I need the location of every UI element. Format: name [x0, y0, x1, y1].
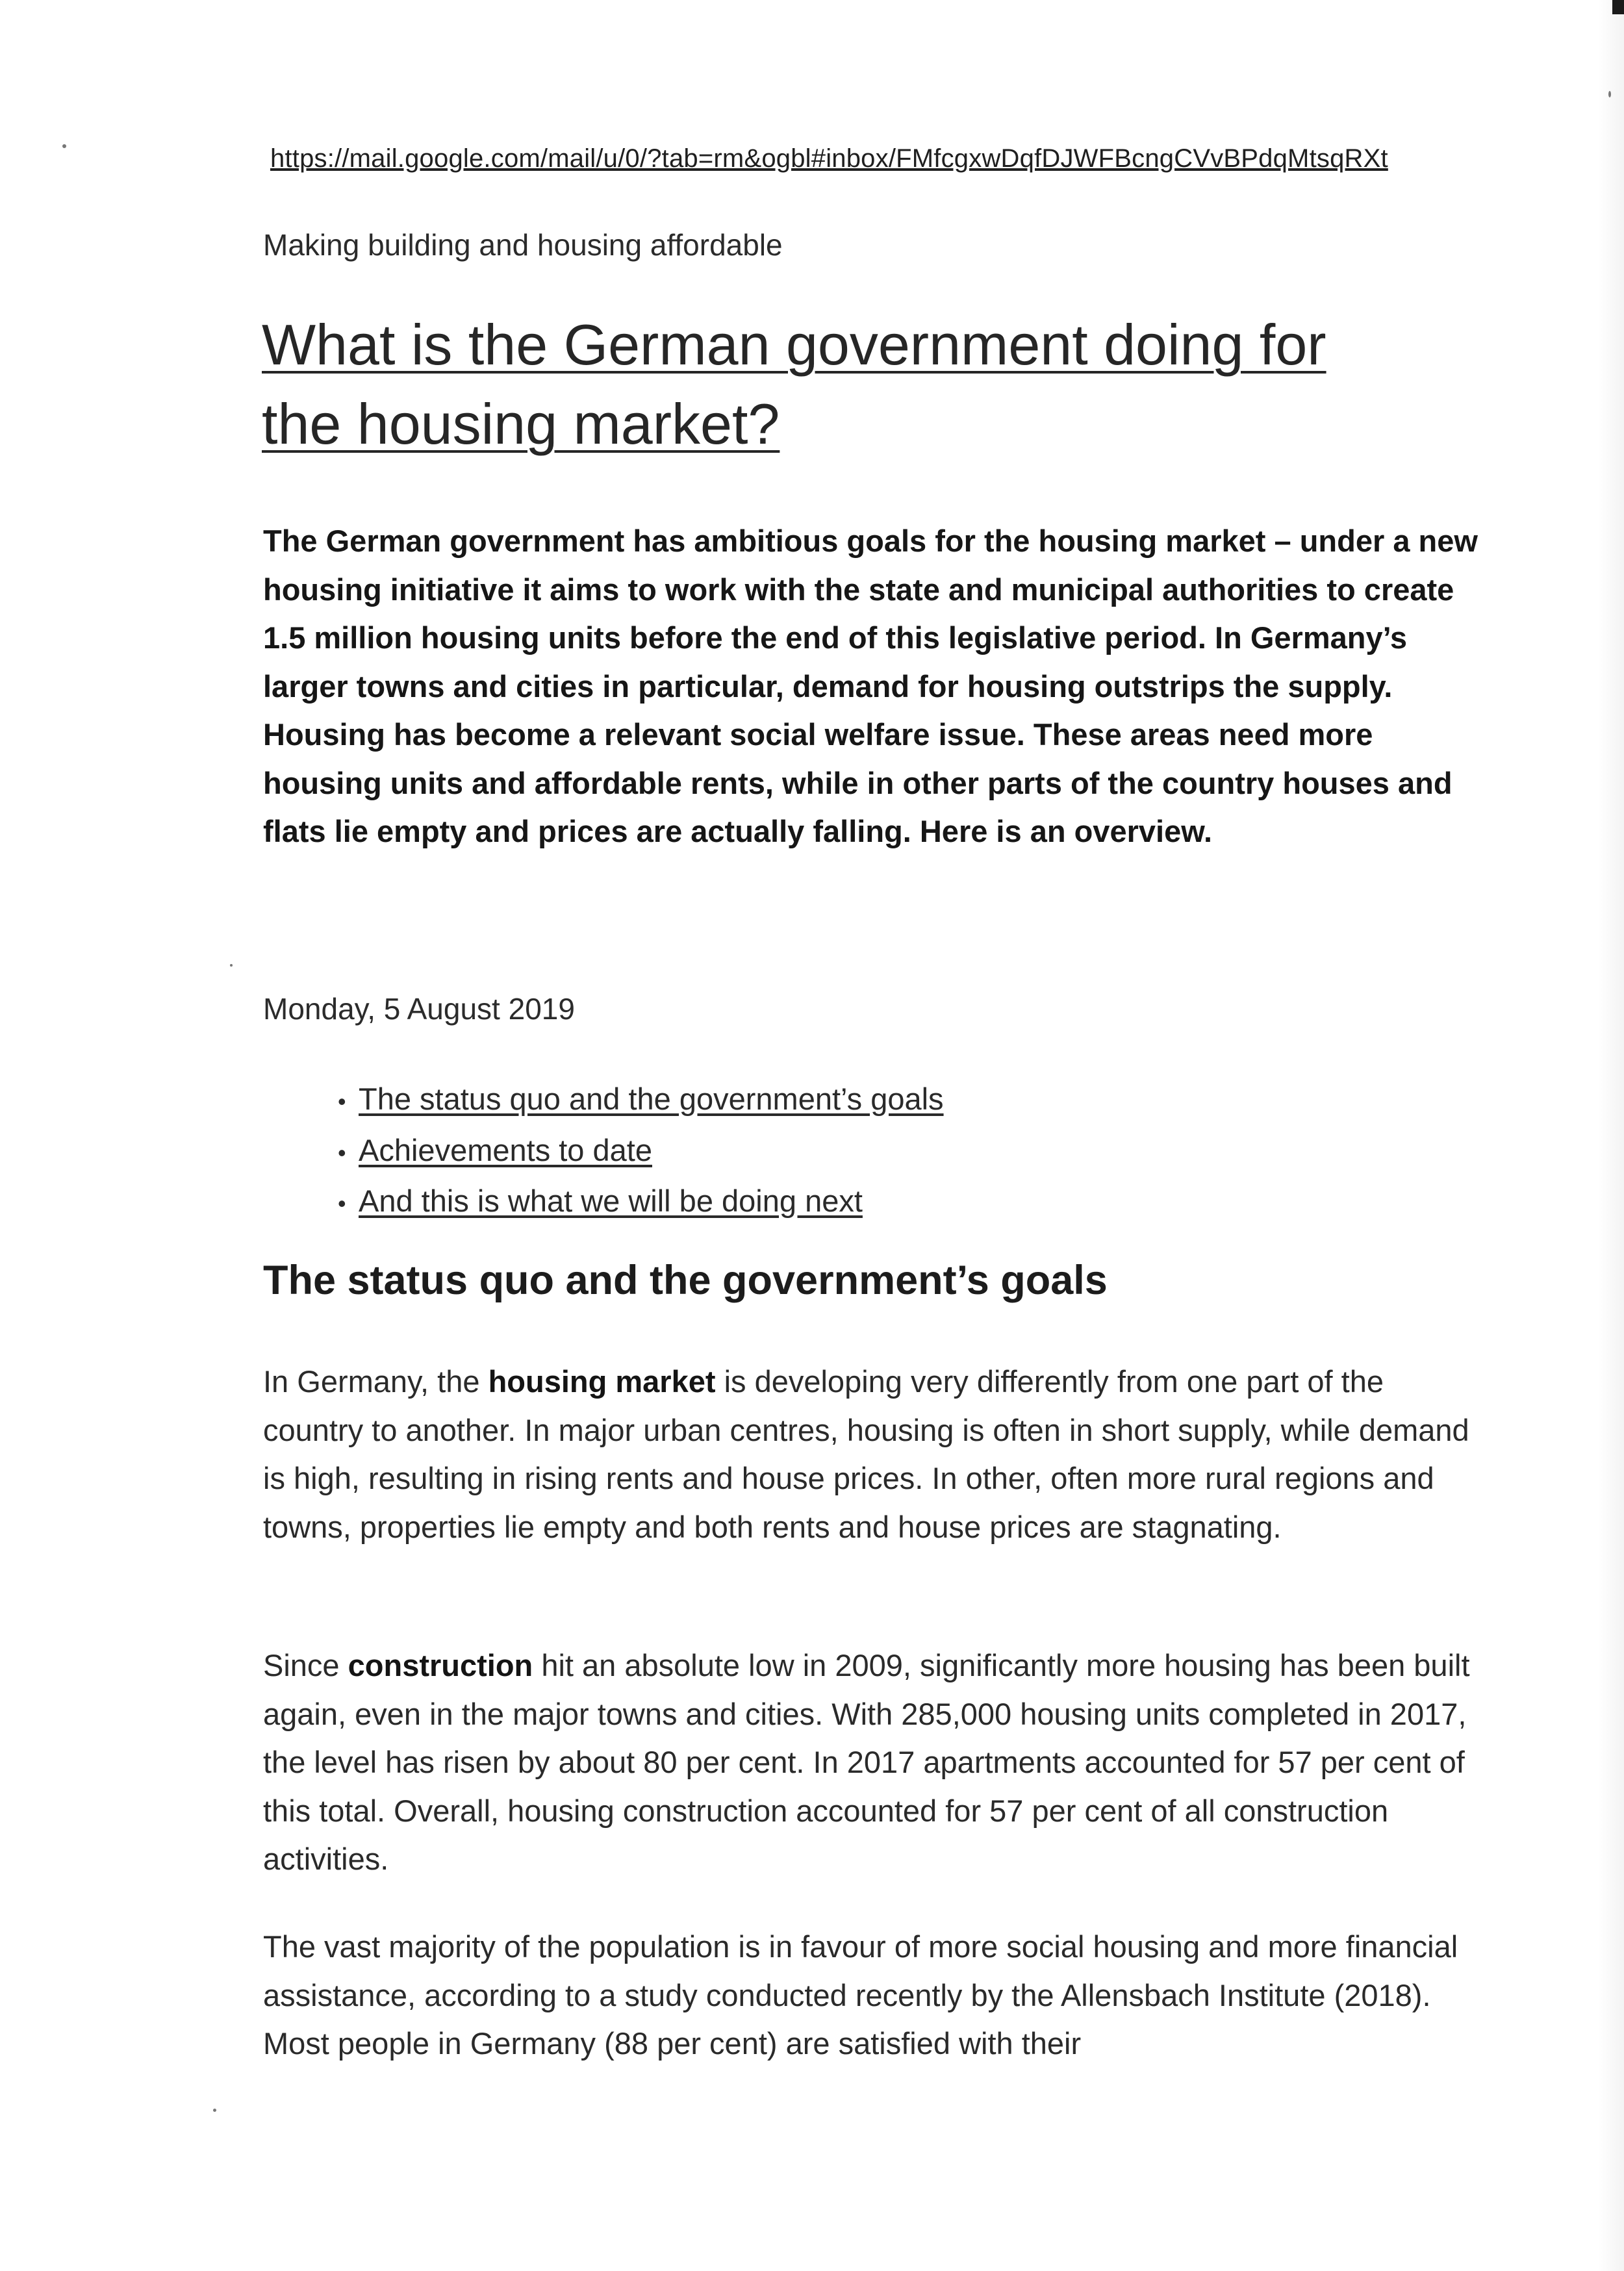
bullet-icon: •	[338, 1139, 346, 1166]
toc-link-next-steps[interactable]: And this is what we will be doing next	[359, 1184, 863, 1218]
paragraph-text: Since	[263, 1648, 348, 1682]
scan-speck	[230, 964, 233, 967]
paragraph-text: In Germany, the	[263, 1364, 488, 1399]
paragraph-bold-term: housing market	[488, 1364, 716, 1399]
toc-item	[338, 1126, 944, 1178]
body-paragraph-population: The vast majority of the population is in favour of more social housing and more financial assistance, according to a study conducted recently by the Allensbach Institute (2018). Most people in Germany (88 per cent) are satisfied with their	[263, 1929, 1458, 2061]
scan-speck	[62, 144, 66, 148]
article-title	[262, 305, 1496, 464]
section-heading: The status quo and the government’s goals	[263, 1258, 1108, 1303]
bullet-icon: •	[338, 1190, 346, 1217]
publication-date: Monday, 5 August 2019	[263, 992, 575, 1026]
scan-speck	[1608, 91, 1611, 97]
article-lead: The German government has ambitious goals for the housing market – under a new housing initiative it aims to work with the state and municipal authorities to create 1.5 million housing units before the end of this legislative period. In Germany’s larger towns and cities in particular, demand for housing outstrips the supply. Housing has become a relevant social welfare issue. These areas need more housing units and affordable rents, while in other parts of the country houses and flats lie empty and prices are actually falling. Here is an overview.	[263, 524, 1478, 848]
toc-item	[338, 1177, 944, 1228]
paragraph-text: is developing very differently from one part of the country to another. In major urban centres, housing is often in short supply, while demand is high, resulting in rising rents and house prices. In other, often more rural regions and towns, properties lie empty and both rents and house prices are stagnating.	[263, 1364, 1469, 1544]
article-title-line-2: the housing market?	[262, 392, 780, 456]
bullet-icon: •	[338, 1088, 346, 1115]
scan-corner-mark	[1612, 0, 1624, 14]
toc-link-status-quo[interactable]: The status quo and the government’s goals	[359, 1082, 944, 1116]
toc-link-achievements[interactable]: Achievements to date	[359, 1132, 652, 1167]
paragraph-bold-term: construction	[348, 1648, 533, 1682]
body-paragraph-construction	[263, 1642, 1484, 1884]
article-kicker: Making building and housing affordable	[263, 228, 783, 262]
source-url-link[interactable]: https://mail.google.com/mail/u/0/?tab=rm&ogbl#inbox/FMfcgxwDqfDJWFBcngCVvBPdqMtsqRXt	[270, 144, 1388, 173]
body-paragraph-housing-market	[263, 1358, 1484, 1551]
article-title-line-1: What is the German government doing for	[262, 312, 1326, 377]
scan-speck	[213, 2109, 216, 2112]
scan-shadow	[1598, 0, 1624, 2271]
table-of-contents	[338, 1075, 944, 1228]
toc-item	[338, 1075, 944, 1126]
paragraph-text: hit an absolute low in 2009, significantly more housing has been built again, even in the major towns and cities. With 285,000 housing units completed in 2017, the level has risen by about 80 per cent. In 2017 apartments accounted for 57 per cent of this total. Overall, housing construction accounted for 57 per cent of all construction activities.	[263, 1648, 1470, 1876]
